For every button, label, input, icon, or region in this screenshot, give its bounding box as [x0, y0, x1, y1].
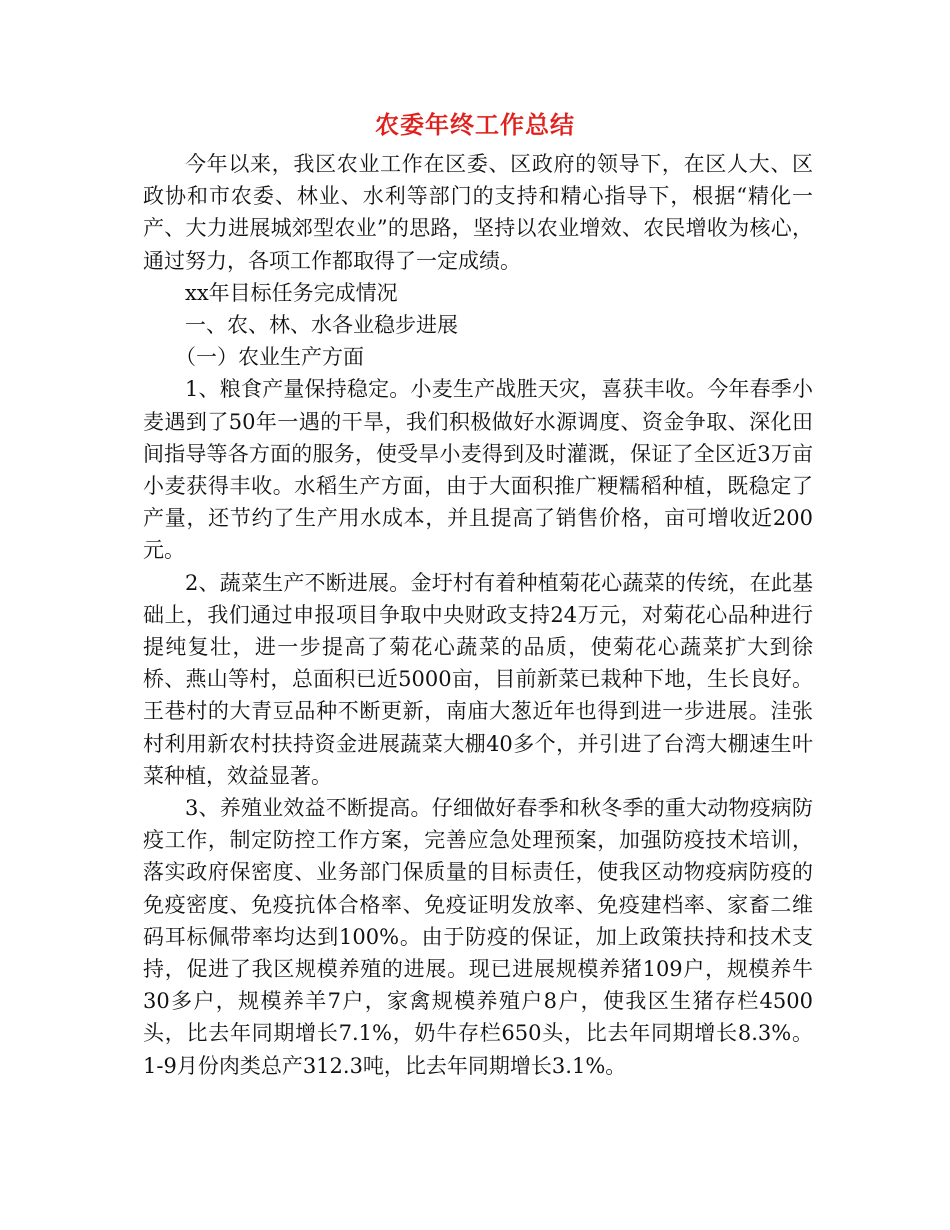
document-title: 农委年终工作总结 [375, 110, 575, 139]
document-body [143, 148, 813, 1082]
intro-paragraph: 今年以来，我区农业工作在区委、区政府的领导下，在区人大、区政协和市农委、林业、水利等部门的支持和精心指导下，根据“精化一产、大力进展城郊型农业”的思路，坚持以农业增效、农民增收为核心，通过努力，各项工作都取得了一定成绩。 [143, 152, 813, 273]
section-heading-agriculture-forestry-water: 一、农、林、水各业稳步进展 [185, 313, 458, 338]
paragraph-grain-production: 1、粮食产量保持稳定。小麦生产战胜天灾，喜获丰收。今年春季小麦遇到了50年一遇的干旱，我们积极做好水源调度、资金争取、深化田间指导等各方面的服务，使受旱小麦得到及时灌溉，保证了全区近3万亩小麦获得丰收。水稻生产方面，由于大面积推广粳糯稻种植，既稳定了产量，还节约了生产用水成本，并且提高了销售价格，亩可增收近200元。 [143, 377, 813, 563]
paragraph-livestock-breeding: 3、养殖业效益不断提高。仔细做好春季和秋冬季的重大动物疫病防疫工作，制定防控工作方案，完善应急处理预案，加强防疫技术培训，落实政府保密度、业务部门保质量的目标责任，使我区动物疫病防疫的免疫密度、免疫抗体合格率、免疫证明发放率、免疫建档率、家畜二维码耳标佩带率均达到100%。由于防疫的保证，加上政策扶持和技术支持，促进了我区规模养殖的进展。现已进展规模养猪109户，规模养牛30多户，规模养羊7户，家禽规模养殖户8户，使我区生猪存栏4500头，比去年同期增长7.1%，奶牛存栏650头，比去年同期增长8.3%。 1-9月份肉类总产312.3吨，比去年同期增长3.1%。 [143, 796, 813, 1078]
paragraph-vegetable-production: 2、蔬菜生产不断进展。金圩村有着种植菊花心蔬菜的传统，在此基础上，我们通过申报项目争取中央财政支持24万元，对菊花心品种进行提纯复壮，进一步提高了菊花心蔬菜的品质，使菊花心蔬菜扩大到徐桥、燕山等村，总面积已近5000亩，目前新菜已栽种下地，生长良好。王巷村的大青豆品种不断更新，南庙大葱近年也得到进一步进展。洼张村利用新农村扶持资金进展蔬菜大棚40多个，并引进了台湾大棚速生叶菜种植，效益显著。 [143, 570, 813, 788]
subsection-heading-agricultural-production: （一）农业生产方面 [175, 345, 364, 370]
section-heading-targets: xx年目标任务完成情况 [185, 280, 398, 305]
